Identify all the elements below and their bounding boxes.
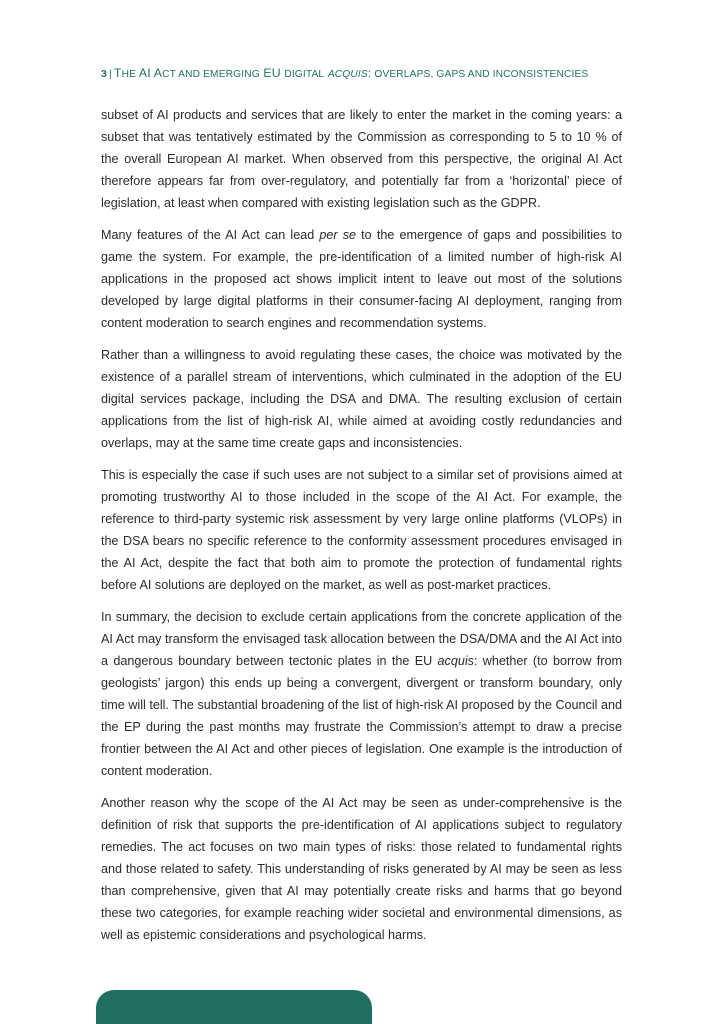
paragraph-4: [101, 464, 622, 596]
paragraph-2-italic-term: per se: [319, 228, 357, 242]
paragraph-4-text: This is especially the case if such uses are not subject to a similar set of provisions aimed at promoting trustworthy AI to those included in the scope of the AI Act. For example, the reference to third-party systemic risk assessment by very large online platforms (VLOPs) in the DSA bears no specific reference to the conformity assessment procedures envisaged in the AI Act, despite the fact that both aim to promote the protection of fundamental rights before AI solutions are deployed on the market, as well as post-market practices.: [101, 468, 622, 592]
paragraph-3: [101, 344, 622, 454]
paragraph-5-italic-term: acquis: [437, 654, 474, 668]
paragraph-5-text-before: In summary, the decision to exclude certain applications from the concrete application of the AI Act may transform the envisaged task allocation between the DSA/DMA and the AI Act into a dangerous boundary between tectonic plates in the EU: [101, 610, 622, 668]
paragraph-1-text: subset of AI products and services that are likely to enter the market in the coming years: a subset that was tentatively estimated by the Commission as corresponding to 5 to 10 % of the overall European AI market. When observed from this perspective, the original AI Act therefore appears far from over-regulatory, and potentially far from a ‘horizontal’ piece of legislation, at least when compared with existing legislation such as the GDPR.: [101, 108, 622, 210]
body-text-column: [101, 104, 622, 946]
paragraph-2: [101, 224, 622, 334]
paragraph-5: [101, 606, 622, 782]
header-separator: |: [109, 68, 112, 80]
paragraph-2-text-after: to the emergence of gaps and possibilities to game the system. For example, the pre-identification of a limited number of high-risk AI applications in the proposed act shows implicit intent to leave out most of the solutions developed by large digital platforms in their consumer-facing AI deployment, ranging from content moderation to search engines and recommendation systems.: [101, 228, 622, 330]
running-header-title: THE AI ACT AND EMERGING EU DIGITAL ACQUIS: OVERLAPS, GAPS AND INCONSISTENCIES: [113, 66, 589, 80]
paragraph-6: [101, 792, 622, 946]
paragraph-6-text: Another reason why the scope of the AI Act may be seen as under-comprehensive is the definition of risk that supports the pre-identification of AI applications subject to regulatory remedies. The act focuses on two main types of risks: those related to fundamental rights and those related to safety. This understanding of risks generated by AI may be seen as less than comprehensive, given that AI may potentially create risks and harms that go beyond these two categories, for example reaching wider societal and environmental dimensions, as well as epistemic considerations and psychological harms.: [101, 796, 622, 942]
running-header: [101, 66, 631, 82]
paragraph-2-text-before: Many features of the AI Act can lead: [101, 228, 320, 242]
paragraph-5-text-after: : whether (to borrow from geologists’ jargon) this ends up being a convergent, divergent or transform boundary, only time will tell. The substantial broadening of the list of high-risk AI proposed by the Council and the EP during the past months may frustrate the Commission’s attempt to draw a precise frontier between the AI Act and other pieces of legislation. One example is the introduction of content moderation.: [101, 654, 622, 778]
page-number: 3: [101, 68, 107, 80]
paragraph-3-text: Rather than a willingness to avoid regulating these cases, the choice was motivated by the existence of a parallel stream of interventions, which culminated in the adoption of the EU digital services package, including the DSA and DMA. The resulting exclusion of certain applications from the list of high-risk AI, while aimed at avoiding costly redundancies and overlaps, may at the same time create gaps and inconsistencies.: [101, 348, 622, 450]
bottom-decorative-shape: [96, 990, 372, 1024]
paragraph-1: [101, 104, 622, 214]
